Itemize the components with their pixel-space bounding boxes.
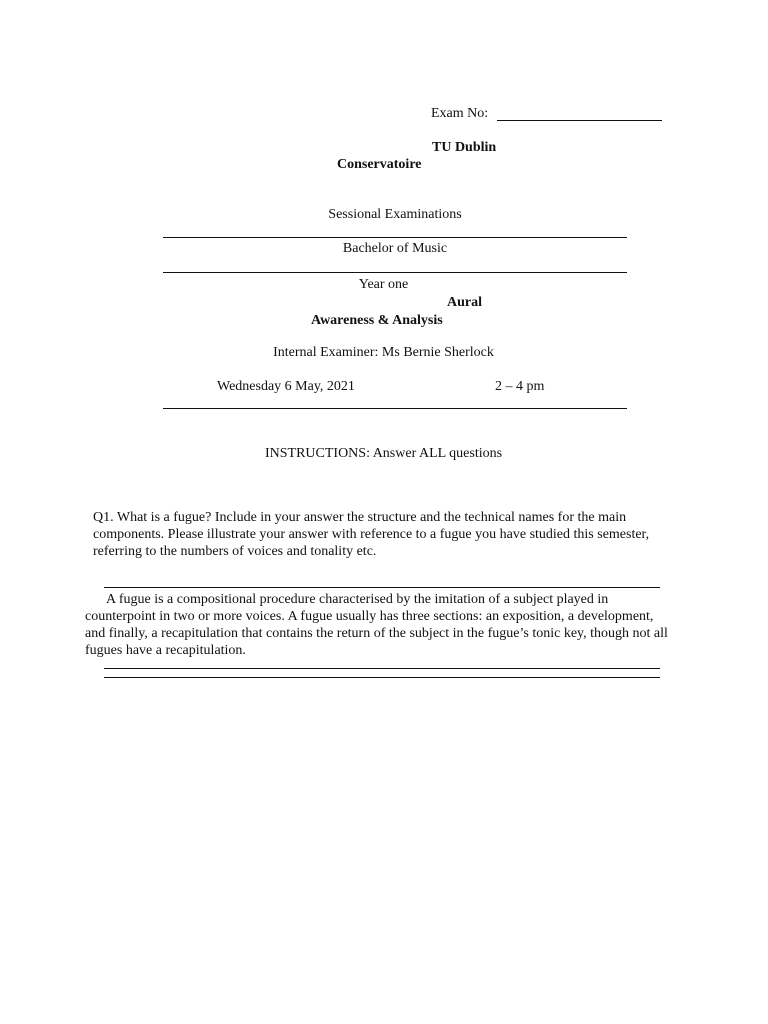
session-title: Sessional Examinations <box>328 207 462 222</box>
examiner-line: Internal Examiner: Ms Bernie Sherlock <box>273 345 494 360</box>
exam-time: 2 – 4 pm <box>495 379 545 394</box>
answer-line <box>104 677 660 678</box>
exam-number-label: Exam No: <box>431 106 489 121</box>
module-title-line2: Awareness & Analysis <box>311 313 443 328</box>
instructions: INSTRUCTIONS: Answer ALL questions <box>264 446 503 461</box>
answer-top-rule <box>104 587 660 588</box>
answer-text: A fugue is a compositional procedure characterised by the imitation of a subject played in counterpoint in two or more voices. A fugue usually has three sections: an exposition, a development, and finally, a recapitulation that contains the return of the subject in the fugue’s tonic key, though not all fugues have a recapitulation. <box>85 592 668 658</box>
institution-subname: Conservatoire <box>337 157 422 172</box>
year-label: Year one <box>358 277 409 292</box>
divider <box>163 408 627 409</box>
divider <box>163 237 627 238</box>
institution-name: TU Dublin <box>432 140 497 155</box>
exam-number-blank <box>497 120 662 121</box>
answer-line <box>104 668 660 669</box>
divider <box>163 272 627 273</box>
question-1: Q1. What is a fugue? Include in your answer the structure and the technical names for the main components. Please illustrate your answer with reference to a fugue you have studied this semester, referring to the numbers of voices and tonality etc. <box>93 510 650 559</box>
module-title-line1: Aural <box>447 295 482 310</box>
degree-title: Bachelor of Music <box>342 241 448 256</box>
exam-date: Wednesday 6 May, 2021 <box>217 379 355 394</box>
